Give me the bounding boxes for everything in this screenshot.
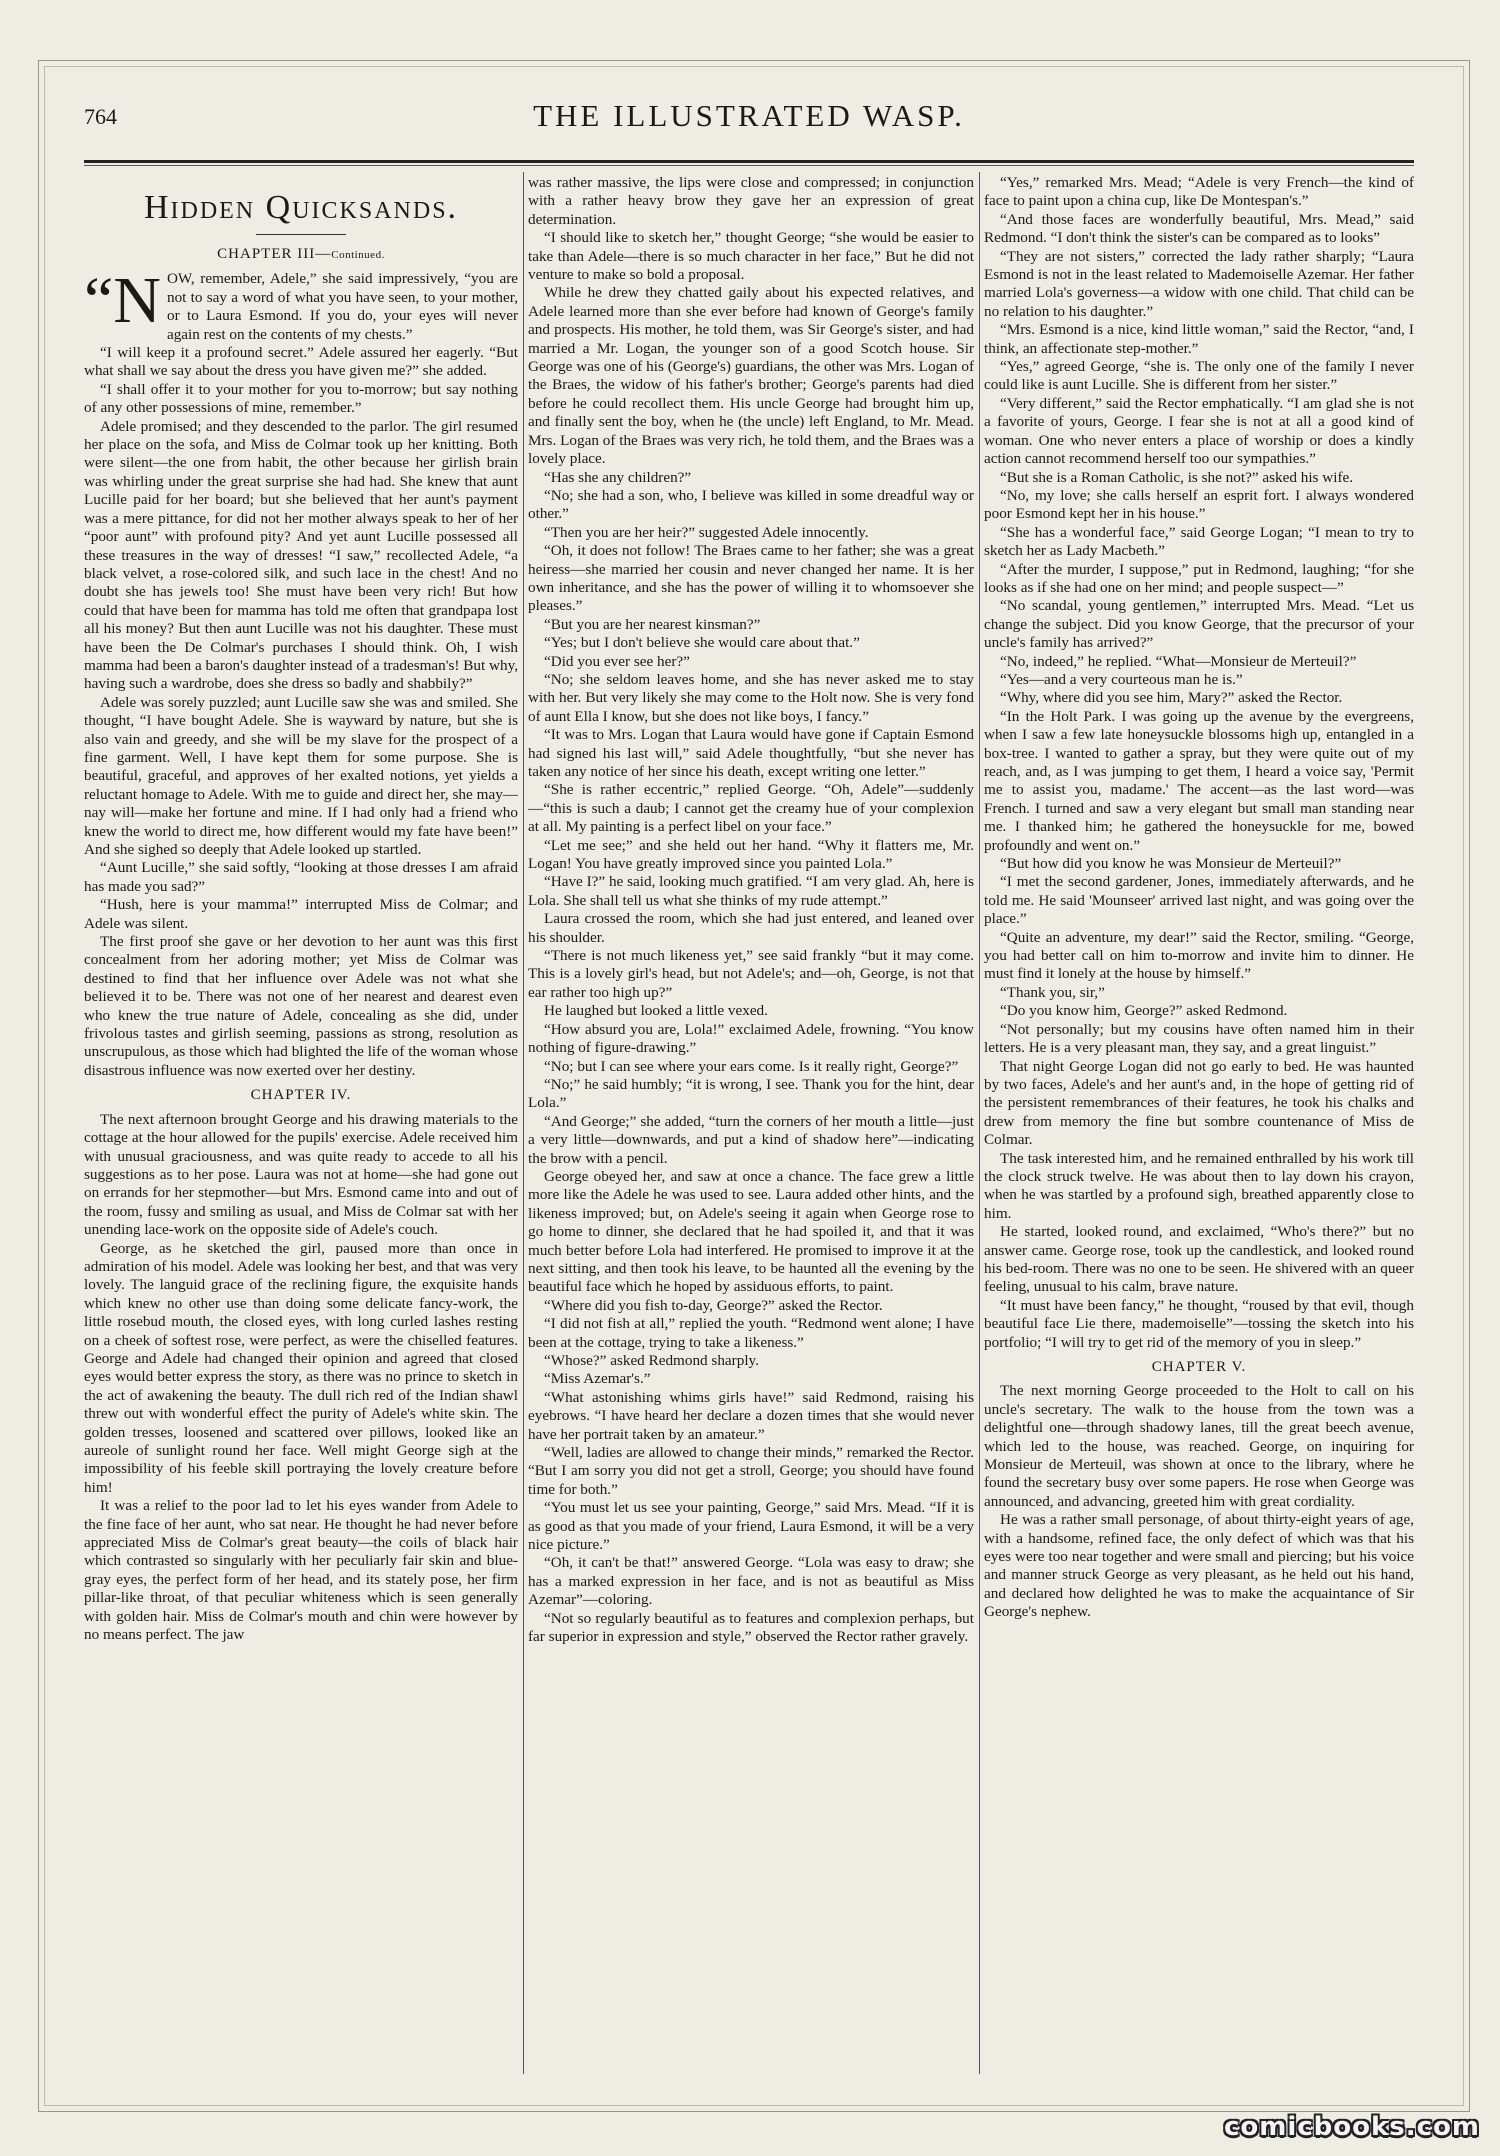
paragraph: “Not so regularly beautiful as to features and complexion perhaps, but far superior in expression and style,” observed the Rector rather gravely. bbox=[528, 1609, 974, 1646]
paragraph: “I met the second gardener, Jones, immediately afterwards, and he told me. He said 'Mounseer' arrived last night, and was going over the place.” bbox=[984, 873, 1414, 928]
paragraph: “Let me see;” and she held out her hand. “Why it flatters me, Mr. Logan! You have greatly improved since you painted Lola.” bbox=[528, 836, 974, 873]
paragraph: “Mrs. Esmond is a nice, kind little woman,” said the Rector, “and, I think, an affectionate step-mother.” bbox=[984, 321, 1414, 357]
paragraph: “I should like to sketch her,” thought George; “she would be easier to take than Adele—there is so much character in her face,” But he did not venture to make so bold a proposal. bbox=[528, 229, 974, 284]
paragraph: “Oh, it does not follow! The Braes came to her father; she was a great heiress—she married her cousin and never changed her name. It is her own inheritance, and she has the power of willing it to whomsoever she pleases.” bbox=[528, 542, 974, 615]
header-rule-thin bbox=[84, 165, 1414, 166]
paragraph: “Has she any children?” bbox=[544, 468, 692, 486]
paragraph: “What astonishing whims girls have!” said Redmond, raising his eyebrows. “I have heard her declare a dozen times that she would never have her portrait taken by an amateur.” bbox=[528, 1388, 974, 1443]
title-rule bbox=[256, 234, 346, 235]
paragraph: “Aunt Lucille,” she said softly, “looking at those dresses I am afraid has made you sad?” bbox=[84, 859, 518, 895]
paragraph: “But how did you know he was Monsieur de Merteuil?” bbox=[1000, 855, 1342, 873]
paragraph: “I shall offer it to your mother for you to-morrow; but say nothing of any other possessions of mine, remember.” bbox=[84, 380, 518, 417]
column-divider bbox=[979, 172, 980, 2074]
paragraph: He laughed but looked a little vexed. bbox=[544, 1002, 768, 1020]
page-number: 764 bbox=[84, 104, 117, 129]
paragraph: “No scandal, young gentlemen,” interrupted Mrs. Mead. “Let us change the subject. Did you know George, that the precursor of your uncle's family has arrived?” bbox=[984, 597, 1414, 652]
paragraph: Adele promised; and they descended to the parlor. The girl resumed her place on the sofa, and Miss de Colmar took up her knitting. Both were silent—the one from habit, the other because her girlish brain was whirling under the great surprise she had had. She knew that aunt Lucille paid for her board; but she believed that her aunt's payment was a mere pittance, for did not her mother always speak to her of her “poor aunt” with profound pity? And yet aunt Lucille possessed all these treasures in the way of dresses! “I saw,” recollected Adele, “a black velvet, a rose-colored silk, and such lace in the chest! And no doubt she has jewels too! She must have been very rich! But how could that have been for mamma has told me often that grandpapa lost all his money? But then aunt Lucille was not his daughter. These must have been the De Colmar's purchases I should think. Oh, I wish mamma had been a baron's daughter instead of a tradesman's! But why, having such a wardrobe, does she dress so badly and shabbily?” bbox=[84, 417, 518, 693]
paragraph: It was a relief to the poor lad to let his eyes wander from Adele to the fine face of her aunt, who sat near. He thought he had never before appreciated Miss de Colmar's great beauty—the coils of black hair which contrasted so singularly with her peculiarly fair skin and blue-gray eyes, the perfect form of her head, and its stately pose, her firm pillar-like throat, of that peculiar whiteness which is seen generally with golden hair. Miss de Colmar's mouth and chin were however by no means perfect. The jaw bbox=[84, 1497, 518, 1644]
paragraph: “Do you know him, George?” asked Redmond. bbox=[1000, 1002, 1288, 1020]
paragraph: “Yes—and a very courteous man he is.” bbox=[1000, 670, 1243, 688]
paragraph: “Oh, it can't be that!” answered George. “Lola was easy to draw; she has a marked expression in her face, and is not as beautiful as Miss Azemar”—coloring. bbox=[528, 1554, 974, 1609]
paragraph: “Hush, here is your mamma!” interrupted Miss de Colmar; and Adele was silent. bbox=[84, 896, 518, 932]
paragraph: “Thank you, sir,” bbox=[1000, 983, 1105, 1001]
page-header bbox=[84, 98, 1414, 144]
chapter-heading bbox=[84, 245, 518, 264]
paragraph: “Yes; but I don't believe she would care about that.” bbox=[544, 634, 860, 652]
paragraph: was rather massive, the lips were close and compressed; in conjunction with a rather heavy brow they gave her an expression of great determination. bbox=[528, 174, 974, 228]
chapter-heading: CHAPTER V. bbox=[1151, 1359, 1247, 1375]
paragraph: “No, my love; she calls herself an esprit fort. I always wondered poor Esmond kept her in his house.” bbox=[984, 486, 1414, 523]
paragraph: “Did you ever see her?” bbox=[544, 652, 690, 670]
paragraph bbox=[84, 264, 518, 344]
column-2 bbox=[528, 174, 974, 2074]
paragraph: “After the murder, I suppose,” put in Redmond, laughing; “for she looks as if she had one on her mind; and people suspect—” bbox=[984, 560, 1414, 596]
paragraph: “No; she had a son, who, I believe was killed in some dreadful way or other.” bbox=[528, 486, 974, 523]
paragraph: “But she is a Roman Catholic, is she not?” asked his wife. bbox=[1000, 468, 1354, 486]
paragraph: “You must let us see your painting, George,” said Mrs. Mead. “If it is as good as that you made of your friend, Laura Esmond, it will be a very nice picture.” bbox=[528, 1499, 974, 1554]
paragraph: “But you are her nearest kinsman?” bbox=[544, 615, 761, 633]
chapter-continued: Continued. bbox=[331, 249, 385, 261]
paragraph: He was a rather small personage, of about thirty-eight years of age, with a handsome, refined face, the only defect of which was that his eyes were too near together and were small and piercing; but his voice and manner struck George as very pleasant, as he held out his hand, and declared how delighted he was to make the acquaintance of Sir George's nephew. bbox=[984, 1511, 1414, 1621]
paragraph: “Very different,” said the Rector emphatically. “I am glad she is not a favorite of yours, George. I fear she is not at all a good kind of woman. One who never enters a place of worship or does a kindly action cannot recommend herself too our sympathies.” bbox=[984, 394, 1414, 468]
paragraph-text: OW, remember, Adele,” she said impressively, “you are not to say a word of what you have seen, to your mother, or to Laura Esmond. If you do, your eyes will never again rest on the contents of my chests.” bbox=[166, 270, 518, 343]
paragraph: “No;” he said humbly; “it is wrong, I see. Thank you for the hint, dear Lola.” bbox=[528, 1075, 974, 1112]
paragraph: “She is rather eccentric,” replied George. “Oh, Adele”—suddenly—“this is such a daub; I cannot get the creamy hue of your complexion at all. My painting is a perfect libel on your face.” bbox=[528, 781, 974, 836]
drop-cap: “N bbox=[84, 264, 161, 338]
paragraph: “No; she seldom leaves home, and she has never asked me to stay with her. But very likely she may come to the Holt now. She is very fond of aunt Ella I know, but she does not like boys, I fancy.” bbox=[528, 670, 974, 725]
paragraph: The next afternoon brought George and his drawing materials to the cottage at the hour allowed for the pupils' exercise. Adele received him with unusual graciousness, and was quite ready to accede to all his suggestions as to her pose. Laura was not at home—she had gone out on errands for her stepmother—but Mrs. Esmond came into and out of the room, fussy and smiling as usual, and Miss de Colmar sat with her unending lace-work on the opposite side of Adele's couch. bbox=[84, 1110, 518, 1239]
paragraph: He started, looked round, and exclaimed, “Who's there?” but no answer came. George rose, took up the candlestick, and looked round his bed-room. There was no one to be seen. He shivered with an queer feeling, unusual to his calm, brave nature. bbox=[984, 1223, 1414, 1296]
masthead: THE ILLUSTRATED WASP. bbox=[533, 98, 965, 133]
paragraph: Laura crossed the room, which she had just entered, and leaned over his shoulder. bbox=[528, 910, 974, 946]
paragraph: The first proof she gave or her devotion to her aunt was this first concealment from her adoring mother; yet Miss de Colmar was destined to find that her influence over Adele was not what she believed it to be. There was not one of her nearest and dearest even who knew the true nature of Adele, concealing as she did, under frivolous tastes and girlish seeming, passions as strong, resolution as unscrupulous, as those which had blighted the life of the woman whose disastrous influence was now exerted over her destiny. bbox=[84, 933, 518, 1079]
paragraph: “It was to Mrs. Logan that Laura would have gone if Captain Esmond had signed his last will,” said Adele thoughtfully, “but she never has taken any notice of her since his death, except writing one letter.” bbox=[528, 726, 974, 780]
chapter-number: CHAPTER III— bbox=[217, 246, 332, 262]
paragraph: “It must have been fancy,” he thought, “roused by that evil, though beautiful face Lie there, mademoiselle”—tossing the sketch into his portfolio; “I will try to get rid of the memory of you in sleep.” bbox=[984, 1296, 1414, 1351]
paragraph: George, as he sketched the girl, paused more than once in admiration of his model. Adele was looking her best, and that was very lovely. The languid grace of the reclining figure, the exquisite hands which knew no other use than doing some delicate fancy-work, the little rosebud mouth, the closed eyes, with long curled lashes resting on a cheek of softest rose, were perfect, as were the chiselled features. George and Adele had changed their opinion and agreed that closed eyes would better express the story, as there was no prince to sketch in the act of awakening the beauty. The dull rich red of the Indian shawl threw out with wonderful effect the purity of Adele's white skin. The golden tresses, loosened and scattered over pillows, looked like an aureole of sunlight round her face. Well might George sigh at the impossibility of his feeble skill portraying the lovely creature before him! bbox=[84, 1239, 518, 1496]
site-watermark: comicbooks.com bbox=[1223, 2112, 1480, 2142]
chapter-heading: CHAPTER IV. bbox=[250, 1087, 352, 1104]
paragraph: “How absurd you are, Lola!” exclaimed Adele, frowning. “You know nothing of figure-drawing.” bbox=[528, 1020, 974, 1057]
paragraph: Adele was sorely puzzled; aunt Lucille saw she was and smiled. She thought, “I have bought Adele. She is wayward by nature, but she is also vain and greedy, and she will be my slave for the prospect of a fine garment. Well, I have kept them for some purpose. She is beautiful, graceful, and approves of her exalted notions, yet yields a reluctant homage to Adele. With me to guide and direct her, she may—nay will—make her fortune and mine. If I had only had a friend who knew the world to direct me, how different would my fate have been!” And she sighed so deeply that Adele looked up startled. bbox=[84, 693, 518, 858]
paragraph: “She has a wonderful face,” said George Logan; “I mean to try to sketch her as Lady Macbeth.” bbox=[984, 523, 1414, 560]
paragraph: George obeyed her, and saw at once a chance. The face grew a little more like the Adele he was used to see. Laura added other hints, and the likeness improved; but, on Adele's seeing it again when George rose to go home to dinner, she declared that he had spoiled it, and that it was much better before Lola had interfered. He promised to improve it at the next sitting, and then took his leave, to be haunted all the evening by the beautiful face which he hoped by assiduous efforts, to paint. bbox=[528, 1167, 974, 1296]
header-rule-thick bbox=[84, 160, 1414, 163]
paragraph: While he drew they chatted gaily about his expected relatives, and Adele learned more than she ever before had known of George's family and prospects. His mother, he told them, was Sir George's sister, and had married a Mr. Logan, the younger son of a good Scotch house. Sir George was one of his (George's) guardians, the other was Mrs. Logan of the Braes, the widow of his father's brother; George's parents had died before he could recollect them. His uncle George had brought him up, and finally sent the boy, when he (the uncle) left England, to Mr. Mead. Mrs. Logan of the Braes was very rich, he told them, and the Braes was a lovely place. bbox=[528, 284, 974, 468]
paragraph: “Yes,” remarked Mrs. Mead; “Adele is very French—the kind of face to paint upon a china cup, like De Montespan's.” bbox=[984, 174, 1414, 210]
paragraph: “In the Holt Park. I was going up the avenue by the evergreens, when I saw a few late honeysuckle blossoms high up, entangled in a box-tree. I wanted to gather a spray, but they were quite out of my reach, and, as I was jumping to get them, I heard a voice say, 'Permit me to assist you, madame.' The accent—as the last word—was French. I turned and saw a very elegant but small man standing near me. I thanked him; he gathered the honeysuckle for me, bowed profoundly and went on.” bbox=[984, 707, 1414, 854]
column-divider bbox=[523, 172, 524, 2074]
paragraph: “Where did you fish to-day, George?” asked the Rector. bbox=[544, 1296, 883, 1314]
paragraph: “Quite an adventure, my dear!” said the Rector, smiling. “George, you had better call on him to-morrow and invite him to dinner. He must find it lonely at the house by himself.” bbox=[984, 928, 1414, 983]
paragraph: “Have I?” he said, looking much gratified. “I am very glad. Ah, here is Lola. She shall tell us what she thinks of my rude attempt.” bbox=[528, 873, 974, 909]
paragraph: “And those faces are wonderfully beautiful, Mrs. Mead,” said Redmond. “I don't think the sister's can be compared as to looks” bbox=[984, 210, 1414, 247]
paragraph: “No; but I can see where your ears come. Is it really right, George?” bbox=[544, 1057, 959, 1075]
paragraph: “There is not much likeness yet,” see said frankly “but it may come. This is a lovely girl's head, but not Adele's; and—oh, George, is not that ear rather too high up?” bbox=[528, 947, 974, 1001]
paragraph: “Miss Azemar's.” bbox=[544, 1370, 651, 1388]
paragraph: “And George;” she added, “turn the corners of her mouth a little—just a very little—downwards, and put a kind of shadow here”—indicating the brow with a pencil. bbox=[528, 1112, 974, 1167]
paragraph: “Then you are her heir?” suggested Adele innocently. bbox=[544, 523, 869, 541]
paragraph: “I did not fish at all,” replied the youth. “Redmond went alone; I have been at the cottage, trying to take a likeness.” bbox=[528, 1315, 974, 1351]
paragraph: “Well, ladies are allowed to change their minds,” remarked the Rector. “But I am sorry you did not get a stroll, George; you should have found time for both.” bbox=[528, 1444, 974, 1498]
paragraph: “Not personally; but my cousins have often named him in their letters. He is a very pleasant man, they say, and a great linguist.” bbox=[984, 1020, 1414, 1057]
paragraph: That night George Logan did not go early to bed. He was haunted by two faces, Adele's and her aunt's and, in the hope of getting rid of the persistent remembrances of their features, he took his chalks and drew from memory the fine but sombre countenance of Miss de Colmar. bbox=[984, 1057, 1414, 1149]
paragraph: “Whose?” asked Redmond sharply. bbox=[544, 1352, 759, 1369]
paragraph: “No, indeed,” he replied. “What—Monsieur de Merteuil?” bbox=[1000, 652, 1357, 670]
column-3 bbox=[984, 174, 1414, 2074]
paragraph: “Why, where did you see him, Mary?” asked the Rector. bbox=[1000, 689, 1343, 707]
paragraph: “They are not sisters,” corrected the lady rather sharply; “Laura Esmond is not in the least related to Mademoiselle Azemar. Her father married Lola's governess—a widow with one child. That child can be no relation to his daughter.” bbox=[984, 247, 1414, 320]
story-title: Hidden Quicksands. bbox=[143, 189, 459, 226]
paragraph: “Yes,” agreed George, “she is. The only one of the family I never could like is aunt Lucille. She is different from her sister.” bbox=[984, 358, 1414, 394]
paragraph: The next morning George proceeded to the Holt to call on his uncle's secretary. The walk to the house from the town was a delightful one—through shadowy lanes, till the great beech avenue, which led to the house, was reached. George, on inquiring for Monsieur de Merteuil, was shown at once to the library, where he found the secretary busy over some papers. He rose when George was announced, and advancing, greeted him with great cordiality. bbox=[984, 1382, 1414, 1510]
paragraph: “I will keep it a profound secret.” Adele assured her eagerly. “But what shall we say about the dress you have given me?” she added. bbox=[84, 344, 518, 380]
paragraph: The task interested him, and he remained enthralled by his work till the clock struck twelve. He was about then to lay down his crayon, when he was startled by a profound sigh, breathed apparently close to him. bbox=[984, 1149, 1414, 1222]
column-1 bbox=[84, 174, 518, 2074]
